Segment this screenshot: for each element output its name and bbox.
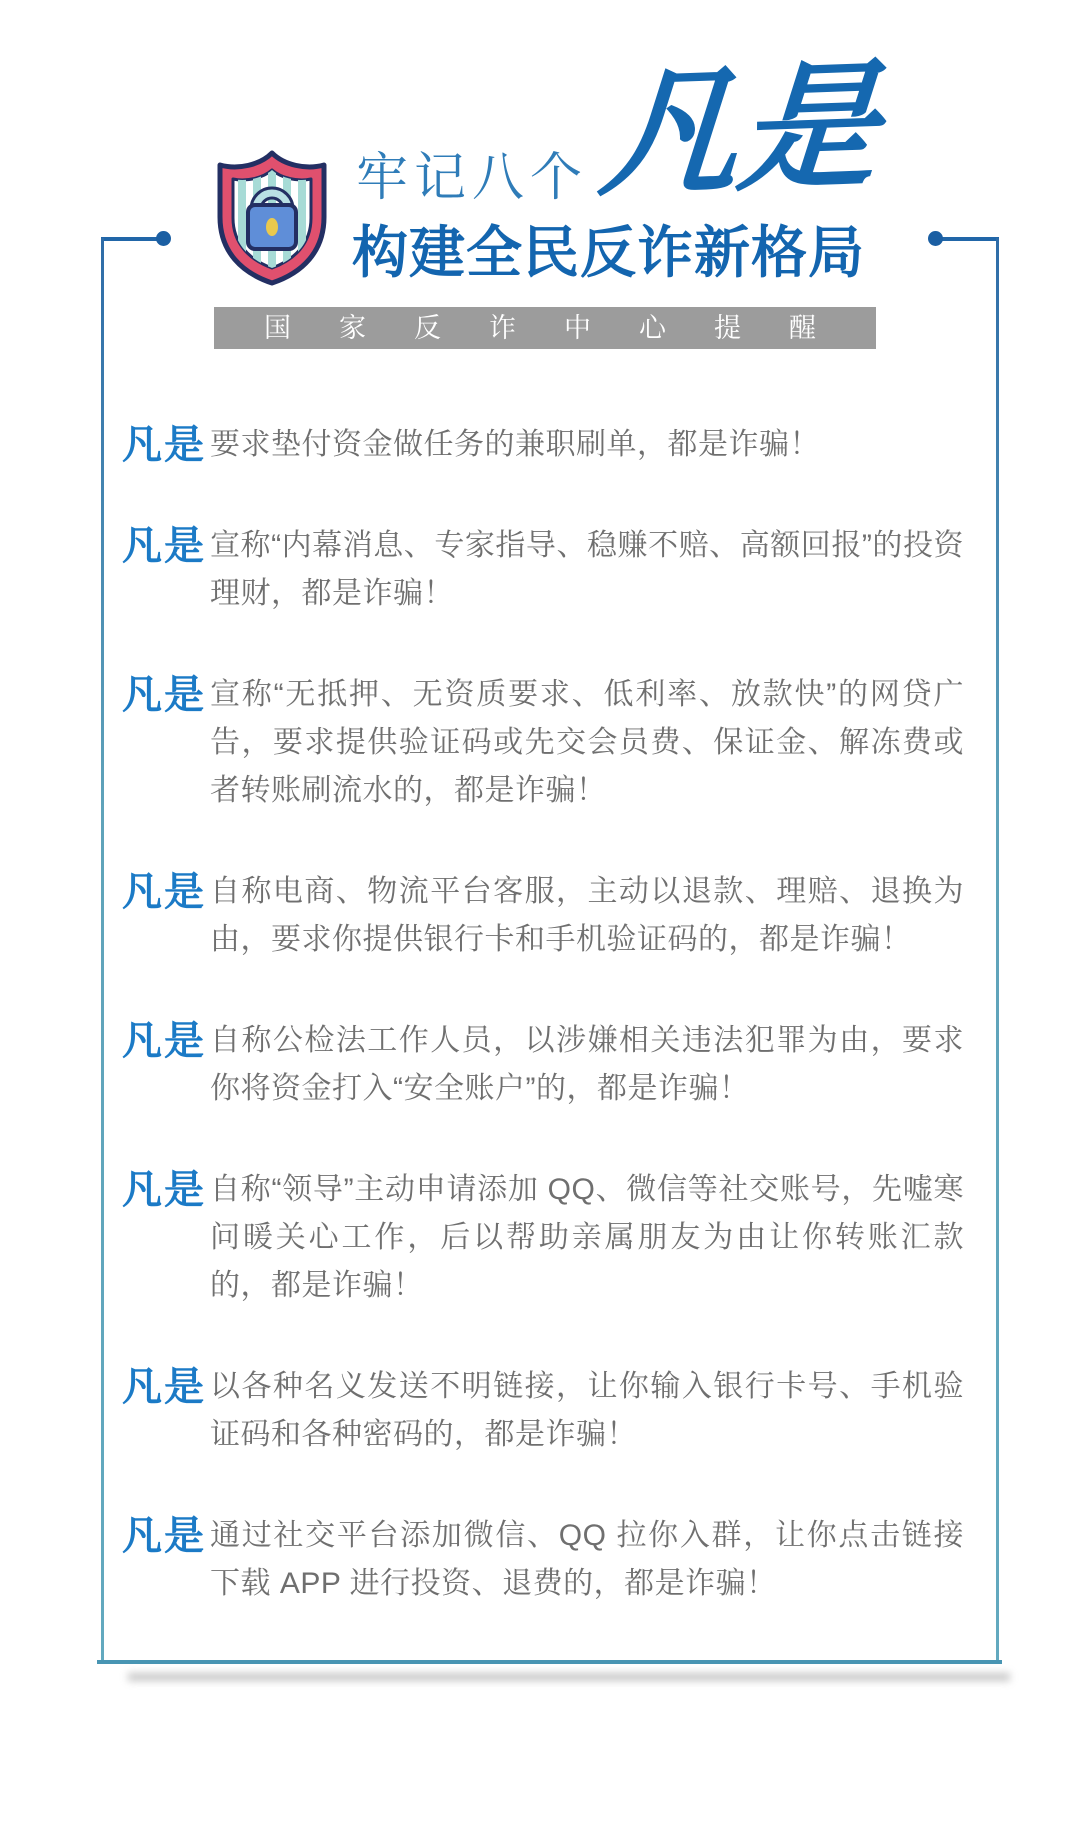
banner-bar: 国家反诈中心提醒 <box>214 307 876 349</box>
item-label: 凡是 <box>122 423 206 467</box>
item-label: 凡是 <box>122 1514 206 1558</box>
fraud-warning-list <box>122 421 978 1661</box>
frame-bottom-shadow <box>128 1673 1010 1681</box>
frame-left-rail <box>101 238 104 1664</box>
page-title: 构建全民反诈新格局 <box>352 221 865 284</box>
item-text: 要求垫付资金做任务的兼职刷单，都是诈骗！ <box>210 428 820 461</box>
shield-lock-icon <box>210 143 334 291</box>
header-calligraphy-fanshi: 凡是 <box>595 42 883 217</box>
item-text: 自称公检法工作人员，以涉嫌相关违法犯罪为由，要求你将资金打入“安全账户”的，都是诈骗！ <box>210 1024 964 1105</box>
item-text: 通过社交平台添加微信、QQ 拉你入群，让你点击链接下载 APP 进行投资、退费的，都是诈骗！ <box>210 1519 964 1600</box>
item-text: 以各种名义发送不明链接，让你输入银行卡号、手机验证码和各种密码的，都是诈骗！ <box>210 1370 964 1451</box>
frame-top-left-dot <box>156 231 171 246</box>
list-item <box>122 421 978 469</box>
frame-top-right-segment <box>940 237 999 241</box>
list-item <box>122 671 978 815</box>
frame-right-rail <box>996 238 999 1664</box>
item-label: 凡是 <box>122 673 206 717</box>
item-text: 宣称“内幕消息、专家指导、稳赚不赔、高额回报”的投资理财，都是诈骗！ <box>210 529 964 610</box>
item-label: 凡是 <box>122 524 206 568</box>
item-label: 凡是 <box>122 1365 206 1409</box>
item-text: 自称“领导”主动申请添加 QQ、微信等社交账号，先嘘寒问暖关心工作，后以帮助亲属朋友为由让你转账汇款的，都是诈骗！ <box>210 1173 964 1302</box>
list-item <box>122 868 978 964</box>
frame-top-right-dot <box>928 231 943 246</box>
item-label: 凡是 <box>122 1019 206 1063</box>
list-item <box>122 522 978 618</box>
list-item <box>122 1512 978 1608</box>
list-item <box>122 1166 978 1310</box>
item-text: 自称电商、物流平台客服，主动以退款、理赔、退换为由，要求你提供银行卡和手机验证码的，都是诈骗！ <box>210 875 964 956</box>
keyhole <box>266 218 278 236</box>
list-item <box>122 1363 978 1459</box>
item-label: 凡是 <box>122 1168 206 1212</box>
header-subtitle: 牢记八个 <box>356 149 589 207</box>
list-item <box>122 1017 978 1113</box>
item-text: 宣称“无抵押、无资质要求、低利率、放款快”的网贷广告，要求提供验证码或先交会员费、保证金、解冻费或者转账刷流水的，都是诈骗！ <box>210 678 964 807</box>
item-label: 凡是 <box>122 870 206 914</box>
frame-top-left-segment <box>101 237 158 241</box>
